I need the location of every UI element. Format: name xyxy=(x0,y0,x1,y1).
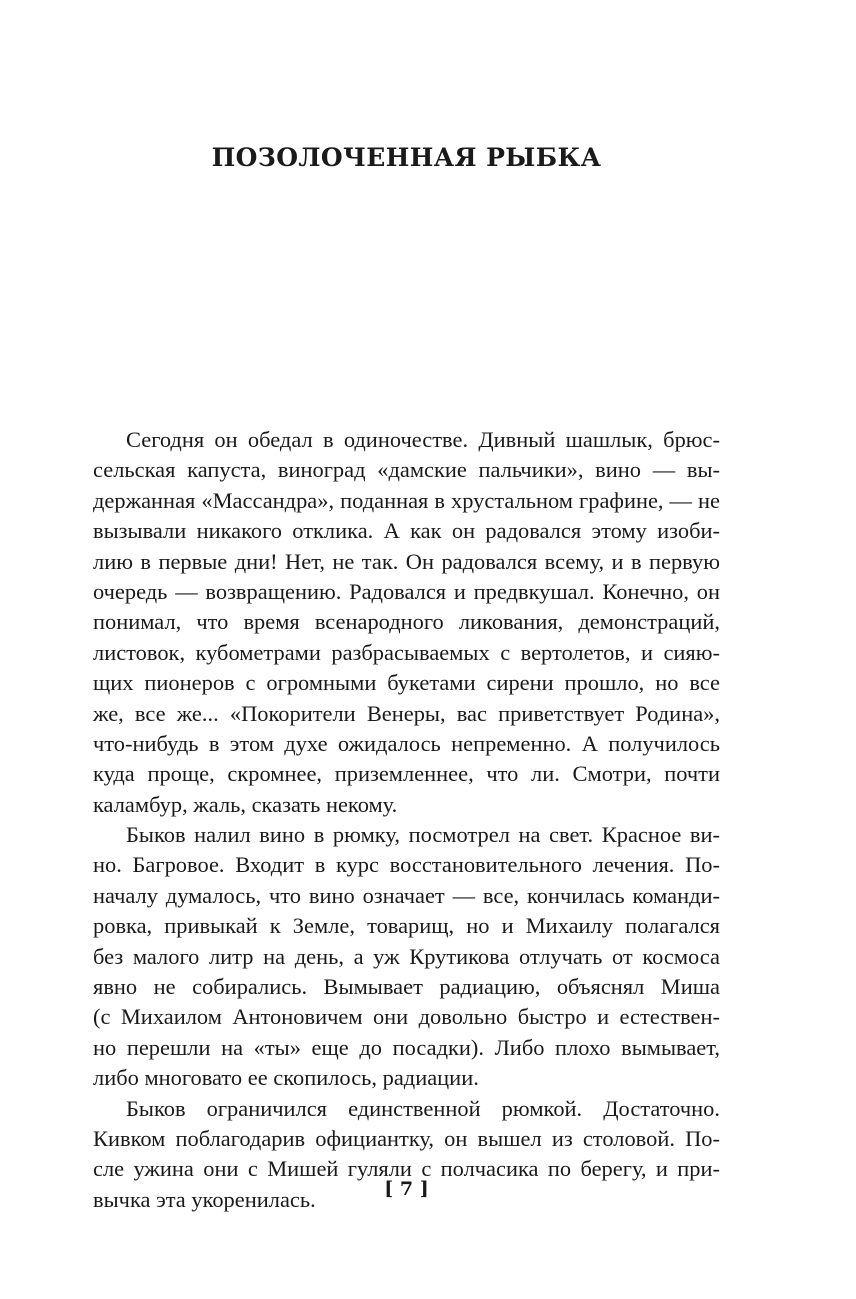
text-line: Быков ограничился единственной рюмкой. Достаточно. xyxy=(126,1095,720,1121)
text-line: же, все же... «Покорители Венеры, вас приветствует Родина», xyxy=(93,700,720,726)
text-line: лию в первые дни! Нет, не так. Он радовался всему, и в первую xyxy=(93,548,720,574)
text-line: вычка эта укоренилась. xyxy=(93,1186,316,1212)
paragraph xyxy=(93,820,720,1094)
text-line: листовок, кубометрами разбрасываемых с вертолетов, и сияю- xyxy=(93,639,720,665)
text-line: вызывали никакого отклика. А как он радовался этому изоби- xyxy=(93,518,720,544)
text-line: понимал, что время всенародного ликования, демонстраций, xyxy=(93,609,720,635)
text-line: без малого литр на день, а уж Крутикова отлучать от космоса xyxy=(93,943,720,969)
paragraph xyxy=(93,425,720,820)
text-line: явно не собирались. Вымывает радиацию, объяснял Миша xyxy=(93,974,720,1000)
chapter-body xyxy=(93,425,720,1215)
text-line: что-нибудь в этом духе ожидалось непременно. А получилось xyxy=(93,730,720,756)
text-line: началу думалось, что вино означает — все, кончилась команди- xyxy=(93,882,720,908)
text-line: щих пионеров с огромными букетами сирени прошло, но все xyxy=(93,670,720,696)
text-line: но. Багровое. Входит в курс восстановительного лечения. По- xyxy=(93,852,720,878)
text-line: куда проще, скромнее, приземленнее, что ли. Смотри, почти xyxy=(93,761,720,787)
text-line: либо многовато ее скопилось, радиации. xyxy=(93,1065,479,1091)
text-line: каламбур, жаль, сказать некому. xyxy=(93,791,398,817)
text-line: Сегодня он обедал в одиночестве. Дивный шашлык, брюс- xyxy=(126,427,720,452)
text-line: держанная «Массандра», поданная в хрустальном графине, — не xyxy=(93,487,720,513)
text-line: очередь — возвращению. Радовался и предвкушал. Конечно, он xyxy=(93,578,720,604)
text-line: сле ужина они с Мишей гуляли с полчасика по берегу, и при- xyxy=(93,1156,720,1182)
text-line: Быков налил вино в рюмку, посмотрел на свет. Красное ви- xyxy=(126,822,720,848)
text-line: (с Михаилом Антоновичем они довольно быстро и естествен- xyxy=(93,1004,720,1030)
text-line: но перешли на «ты» еще до посадки). Либо плохо вымывает, xyxy=(93,1034,720,1060)
chapter-title: ПОЗОЛОЧЕННАЯ РЫБКА xyxy=(211,143,602,172)
text-line: ровка, привыкай к Земле, товарищ, но и Михаилу полагался xyxy=(93,913,720,939)
text-line: Кивком поблагодарив официантку, он вышел из столовой. По- xyxy=(93,1125,720,1151)
text-line: сельская капуста, виноград «дамские пальчики», вино — вы- xyxy=(93,457,720,483)
page-number: [ 7 ] xyxy=(384,1178,429,1200)
